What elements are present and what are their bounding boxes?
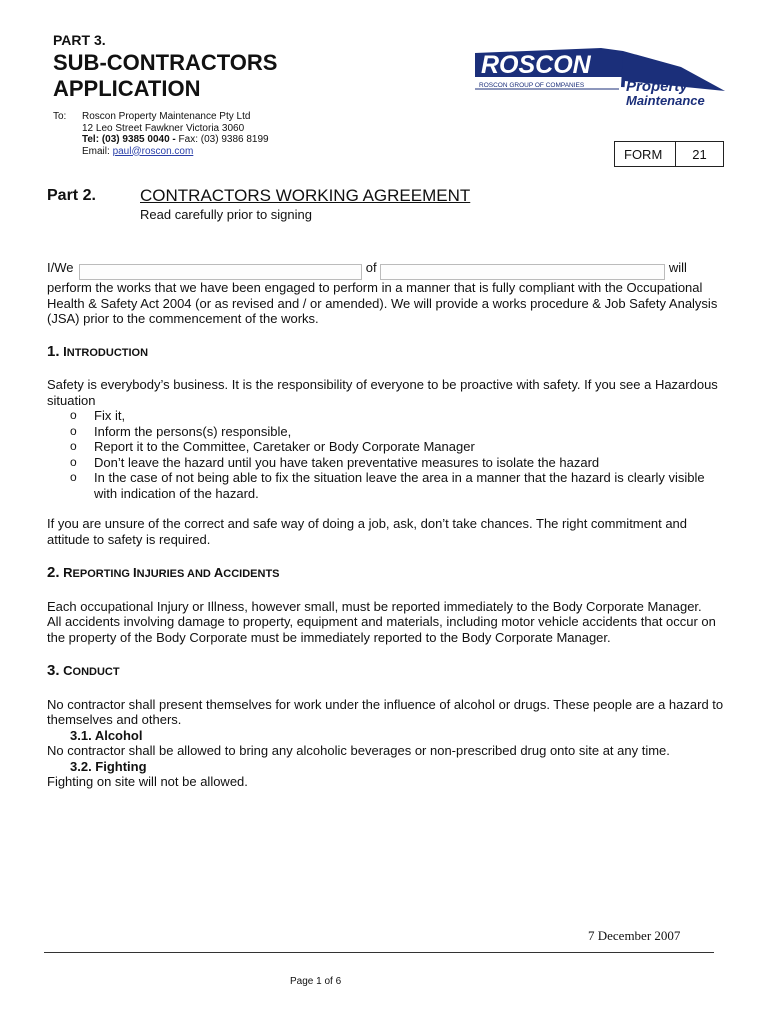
form-number: 21 xyxy=(692,146,707,162)
title-line-1: SUB-CONTRACTORS xyxy=(53,50,278,75)
section-1-title-initial: I xyxy=(63,343,67,359)
section-1-intro: Safety is everybody’s business. It is the responsibility of everyone to be proactive with safety. If you see a Hazardous situation xyxy=(47,377,718,408)
subsection-alcohol-title: 3.1. Alcohol xyxy=(70,727,143,743)
part2-label: Part 2. xyxy=(47,187,96,204)
section-3-number: 3. xyxy=(47,662,60,679)
list-item xyxy=(47,455,727,471)
section-3-title-rest: ONDUCT xyxy=(72,666,120,678)
bullet-icon: o xyxy=(70,439,77,453)
of-label: of xyxy=(365,260,377,275)
list-item xyxy=(47,408,727,424)
agreement-heading: CONTRACTORS WORKING AGREEMENT xyxy=(140,186,471,205)
tel-label: Tel: (03) 9385 0040 - xyxy=(82,134,176,145)
section-2-title-part: I xyxy=(133,565,137,580)
form-label: FORM xyxy=(615,142,676,166)
bullet-icon: o xyxy=(70,454,77,469)
email-label: Email: xyxy=(82,145,113,157)
agreement-text: perform the works that we have been engaged to perform in a manner that is fully compliant with the Occupational Health & Safety Act 2004 (or as revised and / or amended). We will provide a works procedure & Job Safety Analysis (JSA) prior to the commencement of the works. xyxy=(47,280,718,326)
list-item-text: Report it to the Committee, Caretaker or Body Corporate Manager xyxy=(94,439,475,454)
section-2-title-part: R xyxy=(63,565,73,580)
document-body xyxy=(47,260,727,790)
contractor-name-field[interactable] xyxy=(79,264,362,280)
address-block xyxy=(82,111,269,157)
section-2-title-part: EPORTING xyxy=(72,568,134,580)
iwe-label: I/We xyxy=(47,260,74,275)
section-1-heading xyxy=(47,344,727,362)
logo-line-2: Maintenance xyxy=(626,93,705,108)
section-2-paragraph-1: Each occupational Injury or Illness, however small, must be reported immediately to the Body Corporate Manager. xyxy=(47,598,702,614)
page-of-label: of xyxy=(321,976,336,987)
bullet-icon: o xyxy=(70,423,77,438)
section-2-title-part: CCIDENTS xyxy=(223,568,280,580)
logo-group: ROSCON GROUP OF COMPANIES xyxy=(479,82,585,89)
bullet-icon: o xyxy=(70,470,77,484)
hazard-actions-list xyxy=(47,408,727,501)
page-label: Page xyxy=(290,976,317,987)
to-label: To: xyxy=(53,111,67,122)
list-item-text: Don’t leave the hazard until you have taken preventative measures to isolate the hazard xyxy=(94,454,600,470)
section-3-title-initial: C xyxy=(63,663,73,678)
subsection-fighting-title: 3.2. Fighting xyxy=(70,758,147,774)
section-2-title-part: A xyxy=(213,565,224,580)
email-line xyxy=(82,146,269,158)
subsection-fighting-text: Fighting on site will not be allowed. xyxy=(47,774,248,789)
section-2-title-part: NJURIES AND xyxy=(136,568,214,580)
list-item-text: In the case of not being able to fix the situation leave the area in a manner that the hazard is clearly visible with indication of the hazard. xyxy=(94,470,705,501)
document-date: 7 December 2007 xyxy=(588,928,681,943)
logo-line-1: Property xyxy=(626,78,688,95)
form-number-box xyxy=(614,141,724,167)
section-3-heading xyxy=(47,663,727,681)
section-2-number: 2. xyxy=(47,564,60,581)
bullet-icon: o xyxy=(70,408,77,422)
list-item xyxy=(47,470,727,501)
page-indicator xyxy=(290,976,341,987)
section-2-paragraph-2: All accidents involving damage to property, equipment and materials, including motor vehicle accidents that occur on the property of the Body Corporate must be immediately reported to the Body Corporate Manager. xyxy=(47,614,716,645)
page-total: 6 xyxy=(335,976,342,987)
list-item xyxy=(47,424,727,440)
section-2-heading xyxy=(47,565,727,583)
section-1-title-rest: NTRODUCTION xyxy=(66,346,149,359)
section-1-number: 1. xyxy=(47,342,60,360)
title-line-2: APPLICATION xyxy=(53,76,201,101)
company-name: Roscon Property Maintenance Pty Ltd xyxy=(82,111,251,122)
contractor-address-field[interactable] xyxy=(380,264,665,280)
street-address: 12 Leo Street Fawkner Victoria 3060 xyxy=(82,122,245,134)
page-number: 1 xyxy=(316,976,322,987)
email-link[interactable]: paul@roscon.com xyxy=(112,145,194,157)
agreement-subheading: Read carefully prior to signing xyxy=(140,207,312,222)
section-1-closing: If you are unsure of the correct and safe way of doing a job, ask, don’t take chances. The right commitment and attitude to safety is required. xyxy=(47,516,688,547)
page-title xyxy=(53,50,277,102)
roscon-logo xyxy=(473,47,728,109)
section-3-paragraph-1: No contractor shall present themselves for work under the influence of alcohol or drugs. These people are a hazard to themselves and others. xyxy=(47,696,724,727)
fax-number: Fax: (03) 9386 8199 xyxy=(175,134,269,145)
phone-line xyxy=(82,134,269,146)
footer-divider xyxy=(44,952,714,953)
list-item-text: Fix it, xyxy=(94,408,126,423)
agreement-paragraph xyxy=(47,260,727,327)
part-label: PART 3. xyxy=(53,32,106,48)
list-item-text: Inform the persons(s) responsible, xyxy=(94,423,292,439)
logo-brand: ROSCON xyxy=(481,51,591,79)
subsection-alcohol-text: No contractor shall be allowed to bring any alcoholic beverages or non-prescribed drug onto site at any time. xyxy=(47,743,670,758)
will-label: will xyxy=(668,260,687,275)
list-item xyxy=(47,439,727,455)
